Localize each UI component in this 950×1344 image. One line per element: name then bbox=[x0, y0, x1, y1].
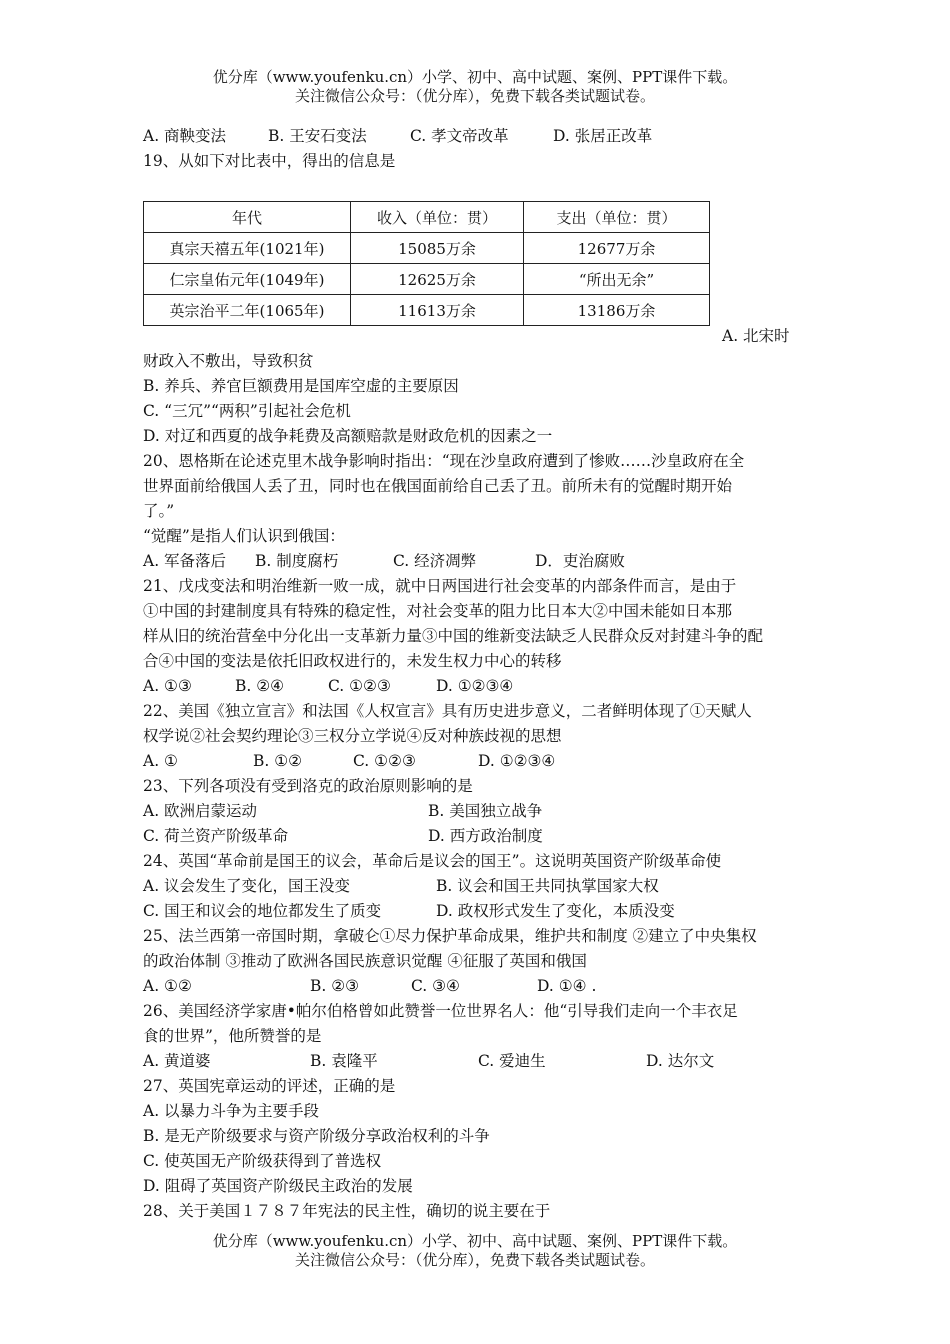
q22-option-c: C. ①②③ bbox=[353, 752, 416, 770]
table-cell: 12625万余 bbox=[351, 264, 524, 295]
q19-option-a-rest: 财政入不敷出，导致积贫 bbox=[143, 352, 314, 370]
q23-option-b: B. 美国独立战争 bbox=[428, 802, 543, 820]
table-cell: 英宗治平二年(1065年) bbox=[144, 295, 351, 326]
q27-option-c: C. 使英国无产阶级获得到了普选权 bbox=[143, 1152, 382, 1170]
q25-option-b: B. ②③ bbox=[310, 977, 360, 995]
q25-line-2: 的政治体制 ③推动了欧洲各国民族意识觉醒 ④征服了英国和俄国 bbox=[143, 952, 587, 970]
q21-line-3: 样从旧的统治营垒中分化出一支革新力量③中国的维新变法缺乏人民群众反对封建斗争的配 bbox=[143, 627, 764, 645]
q21-option-b: B. ②④ bbox=[235, 677, 285, 695]
table-header-cell: 支出（单位：贯） bbox=[524, 202, 710, 233]
q24-stem: 24、英国“革命前是国王的议会，革命后是议会的国王”。这说明英国资产阶级革命使 bbox=[143, 852, 722, 870]
q26-line-2: 食的世界”，他所赞誉的是 bbox=[143, 1027, 322, 1045]
q25-option-c: C. ③④ bbox=[411, 977, 460, 995]
q24-option-c: C. 国王和议会的地位都发生了质变 bbox=[143, 902, 382, 920]
q23-option-a: A. 欧洲启蒙运动 bbox=[143, 802, 258, 820]
q25-option-a: A. ①② bbox=[143, 977, 192, 995]
q21-option-d: D. ①②③④ bbox=[436, 677, 514, 695]
table-row bbox=[144, 233, 710, 264]
footer-line-2: 关注微信公众号：（优分库），免费下载各类试题试卷。 bbox=[294, 1251, 655, 1269]
q25-line-1: 25、法兰西第一帝国时期，拿破仑①尽力保护革命成果，维护共和制度 ②建立了中央集权 bbox=[143, 927, 757, 945]
table-cell: 仁宗皇佑元年(1049年) bbox=[144, 264, 351, 295]
q27-option-a: A. 以暴力斗争为主要手段 bbox=[143, 1102, 320, 1120]
q22-option-b: B. ①② bbox=[253, 752, 303, 770]
q21-line-4: 合④中国的变法是依托旧政权进行的，未发生权力中心的转移 bbox=[143, 652, 562, 670]
q26-option-c: C. 爱迪生 bbox=[478, 1052, 546, 1070]
q21-line-2: ①中国的封建制度具有特殊的稳定性，对社会变革的阻力比日本大②中国未能如日本那 bbox=[143, 602, 733, 620]
q22-option-a: A. ① bbox=[143, 752, 178, 770]
table-cell: “所出无余” bbox=[524, 264, 710, 295]
table-cell: 11613万余 bbox=[351, 295, 524, 326]
q19-option-b: B. 养兵、养官巨额费用是国库空虚的主要原因 bbox=[143, 377, 459, 395]
page-footer bbox=[0, 1232, 950, 1270]
q27-stem: 27、英国宪章运动的评述，正确的是 bbox=[143, 1077, 396, 1095]
q22-line-1: 22、美国《独立宣言》和法国《人权宣言》具有历史进步意义，二者鲜明体现了①天赋人 bbox=[143, 702, 752, 720]
q23-stem: 23、下列各项没有受到洛克的政治原则影响的是 bbox=[143, 777, 473, 795]
table-row bbox=[144, 264, 710, 295]
q20-option-c: C. 经济凋弊 bbox=[393, 552, 477, 570]
table-cell: 15085万余 bbox=[351, 233, 524, 264]
table-cell: 13186万余 bbox=[524, 295, 710, 326]
q19-option-a-start: A. 北宋时 bbox=[722, 327, 790, 345]
header-line-1: 优分库（www.youfenku.cn）小学、初中、高中试题、案例、PPT课件下载。 bbox=[212, 68, 738, 86]
table-header-cell: 年代 bbox=[144, 202, 351, 233]
header-line-2: 关注微信公众号：（优分库），免费下载各类试题试卷。 bbox=[294, 87, 655, 105]
q22-line-2: 权学说②社会契约理论③三权分立学说④反对种族歧视的思想 bbox=[143, 727, 562, 745]
q20-line-2: 世界面前给俄国人丢了丑，同时也在俄国面前给自己丢了丑。前所未有的觉醒时期开始 bbox=[143, 477, 733, 495]
q23-option-c: C. 荷兰资产阶级革命 bbox=[143, 827, 289, 845]
page-header bbox=[0, 68, 950, 106]
footer-line-1: 优分库（www.youfenku.cn）小学、初中、高中试题、案例、PPT课件下载。 bbox=[212, 1232, 738, 1250]
q20-option-b: B. 制度腐朽 bbox=[255, 552, 339, 570]
q20-line-3: 了。” bbox=[143, 502, 175, 520]
q22-option-d: D. ①②③④ bbox=[478, 752, 556, 770]
q26-option-b: B. 袁隆平 bbox=[310, 1052, 378, 1070]
q27-option-d: D. 阻碍了英国资产阶级民主政治的发展 bbox=[143, 1177, 413, 1195]
q27-option-b: B. 是无产阶级要求与资产阶级分享政治权利的斗争 bbox=[143, 1127, 490, 1145]
table-header-cell: 收入（单位：贯） bbox=[351, 202, 524, 233]
q19-stem: 19、从如下对比表中，得出的信息是 bbox=[143, 152, 396, 170]
q20-line-1: 20、恩格斯在论述克里木战争影响时指出：“现在沙皇政府遭到了惨败……沙皇政府在全 bbox=[143, 452, 745, 470]
q18-option-a: A. 商鞅变法 bbox=[143, 127, 227, 145]
q21-line-1: 21、戊戌变法和明治维新一败一成，就中日两国进行社会变革的内部条件而言，是由于 bbox=[143, 577, 737, 595]
q26-line-1: 26、美国经济学家唐•帕尔伯格曾如此赞誉一位世界名人：他“引导我们走向一个丰衣足 bbox=[143, 1002, 738, 1020]
q20-option-d: D．吏治腐败 bbox=[535, 552, 625, 570]
q20-option-a: A. 军备落后 bbox=[143, 552, 227, 570]
q25-option-d: D. ①④ . bbox=[537, 977, 597, 995]
q19-option-c: C. “三冗”“两积”引起社会危机 bbox=[143, 402, 351, 420]
q28-stem: 28、关于美国１７８７年宪法的民主性，确切的说主要在于 bbox=[143, 1202, 551, 1220]
table-cell: 真宗天禧五年(1021年) bbox=[144, 233, 351, 264]
table-cell: 12677万余 bbox=[524, 233, 710, 264]
q23-option-d: D. 西方政治制度 bbox=[428, 827, 543, 845]
q20-line-4: “觉醒”是指人们认识到俄国： bbox=[143, 527, 345, 545]
table-row bbox=[144, 295, 710, 326]
q24-option-a: A. 议会发生了变化，国王没变 bbox=[143, 877, 351, 895]
q26-option-d: D. 达尔文 bbox=[646, 1052, 715, 1070]
q19-table bbox=[143, 201, 710, 326]
q21-option-c: C. ①②③ bbox=[328, 677, 391, 695]
q18-option-b: B. 王安石变法 bbox=[268, 127, 367, 145]
q24-option-d: D. 政权形式发生了变化，本质没变 bbox=[436, 902, 675, 920]
q18-option-c: C. 孝文帝改革 bbox=[410, 127, 509, 145]
q19-option-d: D. 对辽和西夏的战争耗费及高额赔款是财政危机的因素之一 bbox=[143, 427, 553, 445]
q26-option-a: A. 黄道婆 bbox=[143, 1052, 211, 1070]
q24-option-b: B. 议会和国王共同执掌国家大权 bbox=[436, 877, 659, 895]
table-header-row bbox=[144, 202, 710, 233]
q18-option-d: D. 张居正改革 bbox=[553, 127, 653, 145]
q21-option-a: A. ①③ bbox=[143, 677, 192, 695]
